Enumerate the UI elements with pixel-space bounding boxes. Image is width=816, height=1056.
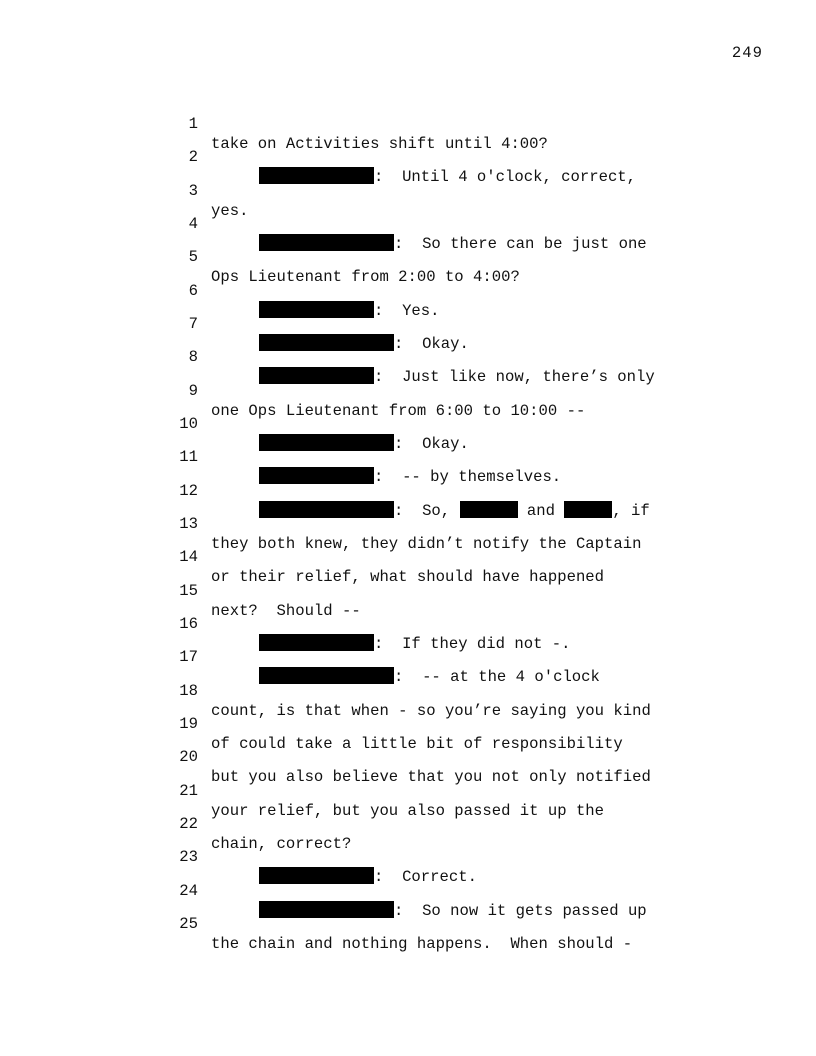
line-number: 23 <box>179 848 198 866</box>
transcript-line <box>0 794 352 853</box>
line-text: your relief, but you also passed it up the <box>211 802 605 820</box>
line-number: 1 <box>188 115 198 133</box>
line-text: count, is that when - so you’re saying you kind <box>211 702 651 720</box>
line-text: take on Activities shift until 4:00? <box>211 135 548 153</box>
line-number: 6 <box>188 282 198 300</box>
line-number: 7 <box>188 315 198 333</box>
redacted-name <box>564 501 612 518</box>
speaker-line <box>259 501 650 521</box>
transcript-line <box>0 227 520 286</box>
line-number: 24 <box>179 882 198 900</box>
line-text: : -- at the 4 o'clock <box>394 668 600 686</box>
line-number: 9 <box>188 382 198 400</box>
line-number: 5 <box>188 248 198 266</box>
speaker-line <box>259 334 469 354</box>
line-number: 3 <box>188 182 198 200</box>
line-text: next? Should -- <box>211 602 361 620</box>
speaker-line <box>259 434 469 454</box>
line-text: : So there can be just one <box>394 235 647 253</box>
line-text: one Ops Lieutenant from 6:00 to 10:00 -- <box>211 402 586 420</box>
speaker-line <box>259 901 647 921</box>
redacted-speaker-name <box>259 301 374 318</box>
line-text: and <box>517 502 565 520</box>
line-number: 17 <box>179 648 198 666</box>
speaker-line <box>259 234 647 254</box>
redacted-speaker-name <box>259 167 374 184</box>
line-text: : Yes. <box>374 302 440 320</box>
line-text: the chain and nothing happens. When should - <box>211 935 633 953</box>
line-number: 11 <box>179 448 198 466</box>
line-number: 20 <box>179 748 198 766</box>
speaker-line <box>259 367 655 387</box>
line-number: 12 <box>179 482 198 500</box>
line-number: 19 <box>179 715 198 733</box>
line-number: 10 <box>179 415 198 433</box>
line-number: 14 <box>179 548 198 566</box>
page-number: 249 <box>731 44 763 62</box>
speaker-line <box>259 301 440 321</box>
line-text: of could take a little bit of responsibility <box>211 735 623 753</box>
line-number: 8 <box>188 348 198 366</box>
redacted-speaker-name <box>259 334 394 351</box>
redacted-speaker-name <box>259 367 374 384</box>
transcript-line <box>0 94 548 153</box>
redacted-speaker-name <box>259 234 394 251</box>
line-number: 25 <box>179 915 198 933</box>
speaker-line <box>259 667 600 687</box>
line-text: : Okay. <box>394 335 469 353</box>
redacted-speaker-name <box>259 467 374 484</box>
line-number: 4 <box>188 215 198 233</box>
line-text: : So, <box>394 502 460 520</box>
speaker-line <box>259 467 561 487</box>
line-text: : So now it gets passed up <box>394 902 647 920</box>
line-number: 18 <box>179 682 198 700</box>
speaker-line <box>259 634 571 654</box>
redacted-speaker-name <box>259 634 374 651</box>
redacted-speaker-name <box>259 901 394 918</box>
line-number: 21 <box>179 782 198 800</box>
redacted-speaker-name <box>259 501 394 518</box>
line-number: 15 <box>179 582 198 600</box>
redacted-speaker-name <box>259 434 394 451</box>
line-text: : Until 4 o'clock, correct, <box>374 168 637 186</box>
line-text: : If they did not -. <box>374 635 571 653</box>
line-number: 13 <box>179 515 198 533</box>
line-text: : Okay. <box>394 435 469 453</box>
line-text: chain, correct? <box>211 835 352 853</box>
line-text: Ops Lieutenant from 2:00 to 4:00? <box>211 268 520 286</box>
line-text: , if <box>612 502 650 520</box>
line-text: or their relief, what should have happened <box>211 568 605 586</box>
redacted-speaker-name <box>259 867 374 884</box>
redacted-name <box>460 501 518 518</box>
line-text: they both knew, they didn’t notify the Captain <box>211 535 642 553</box>
line-text: : Correct. <box>374 868 477 886</box>
line-text: yes. <box>211 202 249 220</box>
line-number: 16 <box>179 615 198 633</box>
line-number: 22 <box>179 815 198 833</box>
speaker-line <box>259 867 477 887</box>
transcript-line <box>0 161 249 220</box>
redacted-speaker-name <box>259 667 394 684</box>
line-text: : -- by themselves. <box>374 468 562 486</box>
transcript-line <box>0 561 361 620</box>
line-number: 2 <box>188 148 198 166</box>
line-text: but you also believe that you not only notified <box>211 768 651 786</box>
speaker-line <box>259 167 636 187</box>
line-text: : Just like now, there’s only <box>374 368 655 386</box>
